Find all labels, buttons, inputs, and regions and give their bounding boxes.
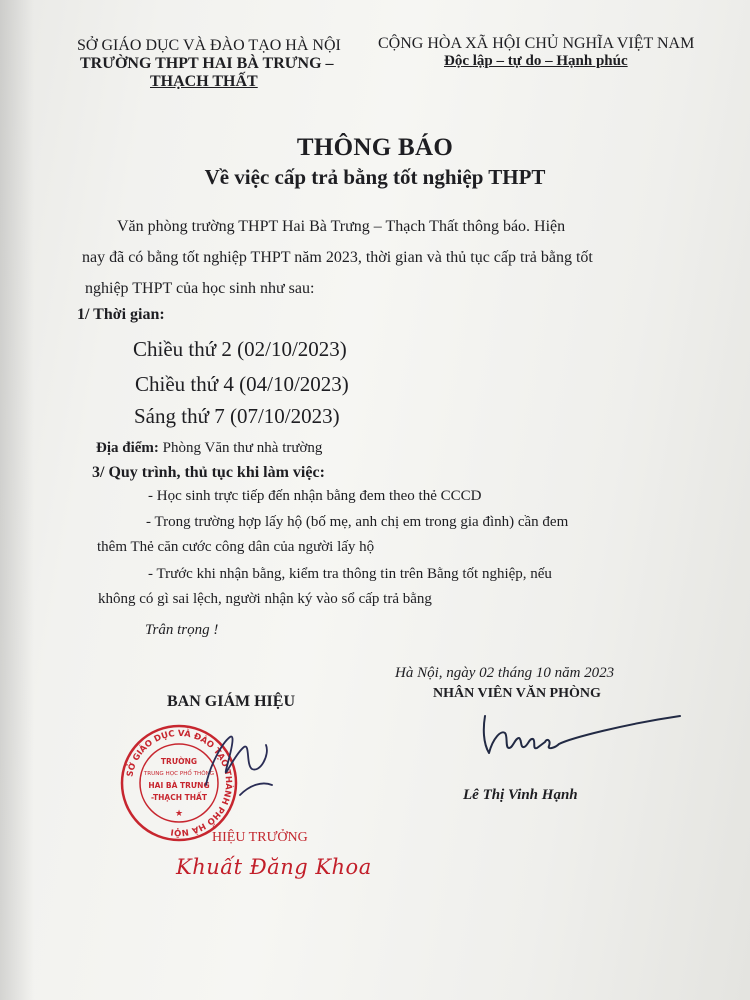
- seal-ring-text: SỞ GIÁO DỤC VÀ ĐÀO TẠO THÀNH PHỐ HÀ NỘI: [125, 728, 234, 838]
- staff-signature-icon: [475, 708, 685, 763]
- principal-name: Khuất Đăng Khoa: [176, 855, 372, 879]
- document-subtitle: Về việc cấp trả bằng tốt nghiệp THPT: [204, 165, 546, 189]
- staff-name: Lê Thị Vinh Hạnh: [463, 787, 578, 803]
- department-name: SỞ GIÁO DỤC VÀ ĐÀO TẠO HÀ NỘI: [77, 37, 341, 54]
- seal-line1: TRƯỜNG: [160, 757, 198, 766]
- procedure-line: - Trong trường hợp lấy hộ (bố mẹ, anh chị em trong gia đình) cần đem: [146, 514, 569, 530]
- procedure-line: - Trước khi nhận bằng, kiểm tra thông tin trên Bằng tốt nghiệp, nếu: [148, 566, 552, 582]
- principal-title: HIỆU TRƯỞNG: [212, 830, 308, 845]
- national-title: CỘNG HÒA XÃ HỘI CHỦ NGHĨA VIỆT NAM: [378, 35, 695, 52]
- procedure-line: thêm Thẻ căn cước công dân của người lấy hộ: [97, 539, 375, 555]
- date-item: Chiều thứ 2 (02/10/2023): [133, 337, 347, 361]
- intro-line: nghiệp THPT của học sinh như sau:: [85, 280, 315, 297]
- place-label: Địa điểm:: [96, 440, 159, 456]
- school-name-line2: THẠCH THẤT: [150, 73, 258, 90]
- principal-signature-icon: [200, 725, 280, 815]
- document-title: THÔNG BÁO: [296, 134, 454, 161]
- closing-regards: Trân trọng !: [145, 622, 219, 638]
- place-line: [96, 440, 322, 457]
- board-title: BAN GIÁM HIỆU: [167, 693, 296, 710]
- issue-date-line: Hà Nội, ngày 02 tháng 10 năm 2023: [395, 665, 615, 681]
- seal-line4: -THẠCH THẤT: [151, 793, 207, 802]
- seal-line3: HAI BÀ TRƯNG: [148, 781, 210, 790]
- place-value: Phòng Văn thư nhà trường: [158, 440, 323, 456]
- national-motto: Độc lập – tự do – Hạnh phúc: [444, 53, 628, 69]
- seal-line2: TRUNG HỌC PHỔ THÔNG: [143, 771, 215, 777]
- school-name-line1: TRƯỜNG THPT HAI BÀ TRƯNG –: [80, 55, 334, 72]
- svg-text:★: ★: [174, 809, 184, 819]
- time-heading: 1/ Thời gian:: [77, 306, 165, 323]
- date-item: Chiều thứ 4 (04/10/2023): [135, 372, 349, 396]
- procedure-line: - Học sinh trực tiếp đến nhận bằng đem theo thẻ CCCD: [148, 488, 482, 504]
- intro-line: Văn phòng trường THPT Hai Bà Trưng – Thạch Thất thông báo. Hiện: [117, 218, 566, 235]
- procedure-line: không có gì sai lệch, người nhận ký vào sổ cấp trả bằng: [98, 591, 432, 607]
- staff-title: NHÂN VIÊN VĂN PHÒNG: [433, 686, 601, 701]
- date-item: Sáng thứ 7 (07/10/2023): [134, 404, 340, 428]
- procedure-heading: 3/ Quy trình, thủ tục khi làm việc:: [92, 464, 325, 481]
- intro-line: nay đã có bằng tốt nghiệp THPT năm 2023, thời gian và thủ tục cấp trả bằng tốt: [82, 249, 593, 266]
